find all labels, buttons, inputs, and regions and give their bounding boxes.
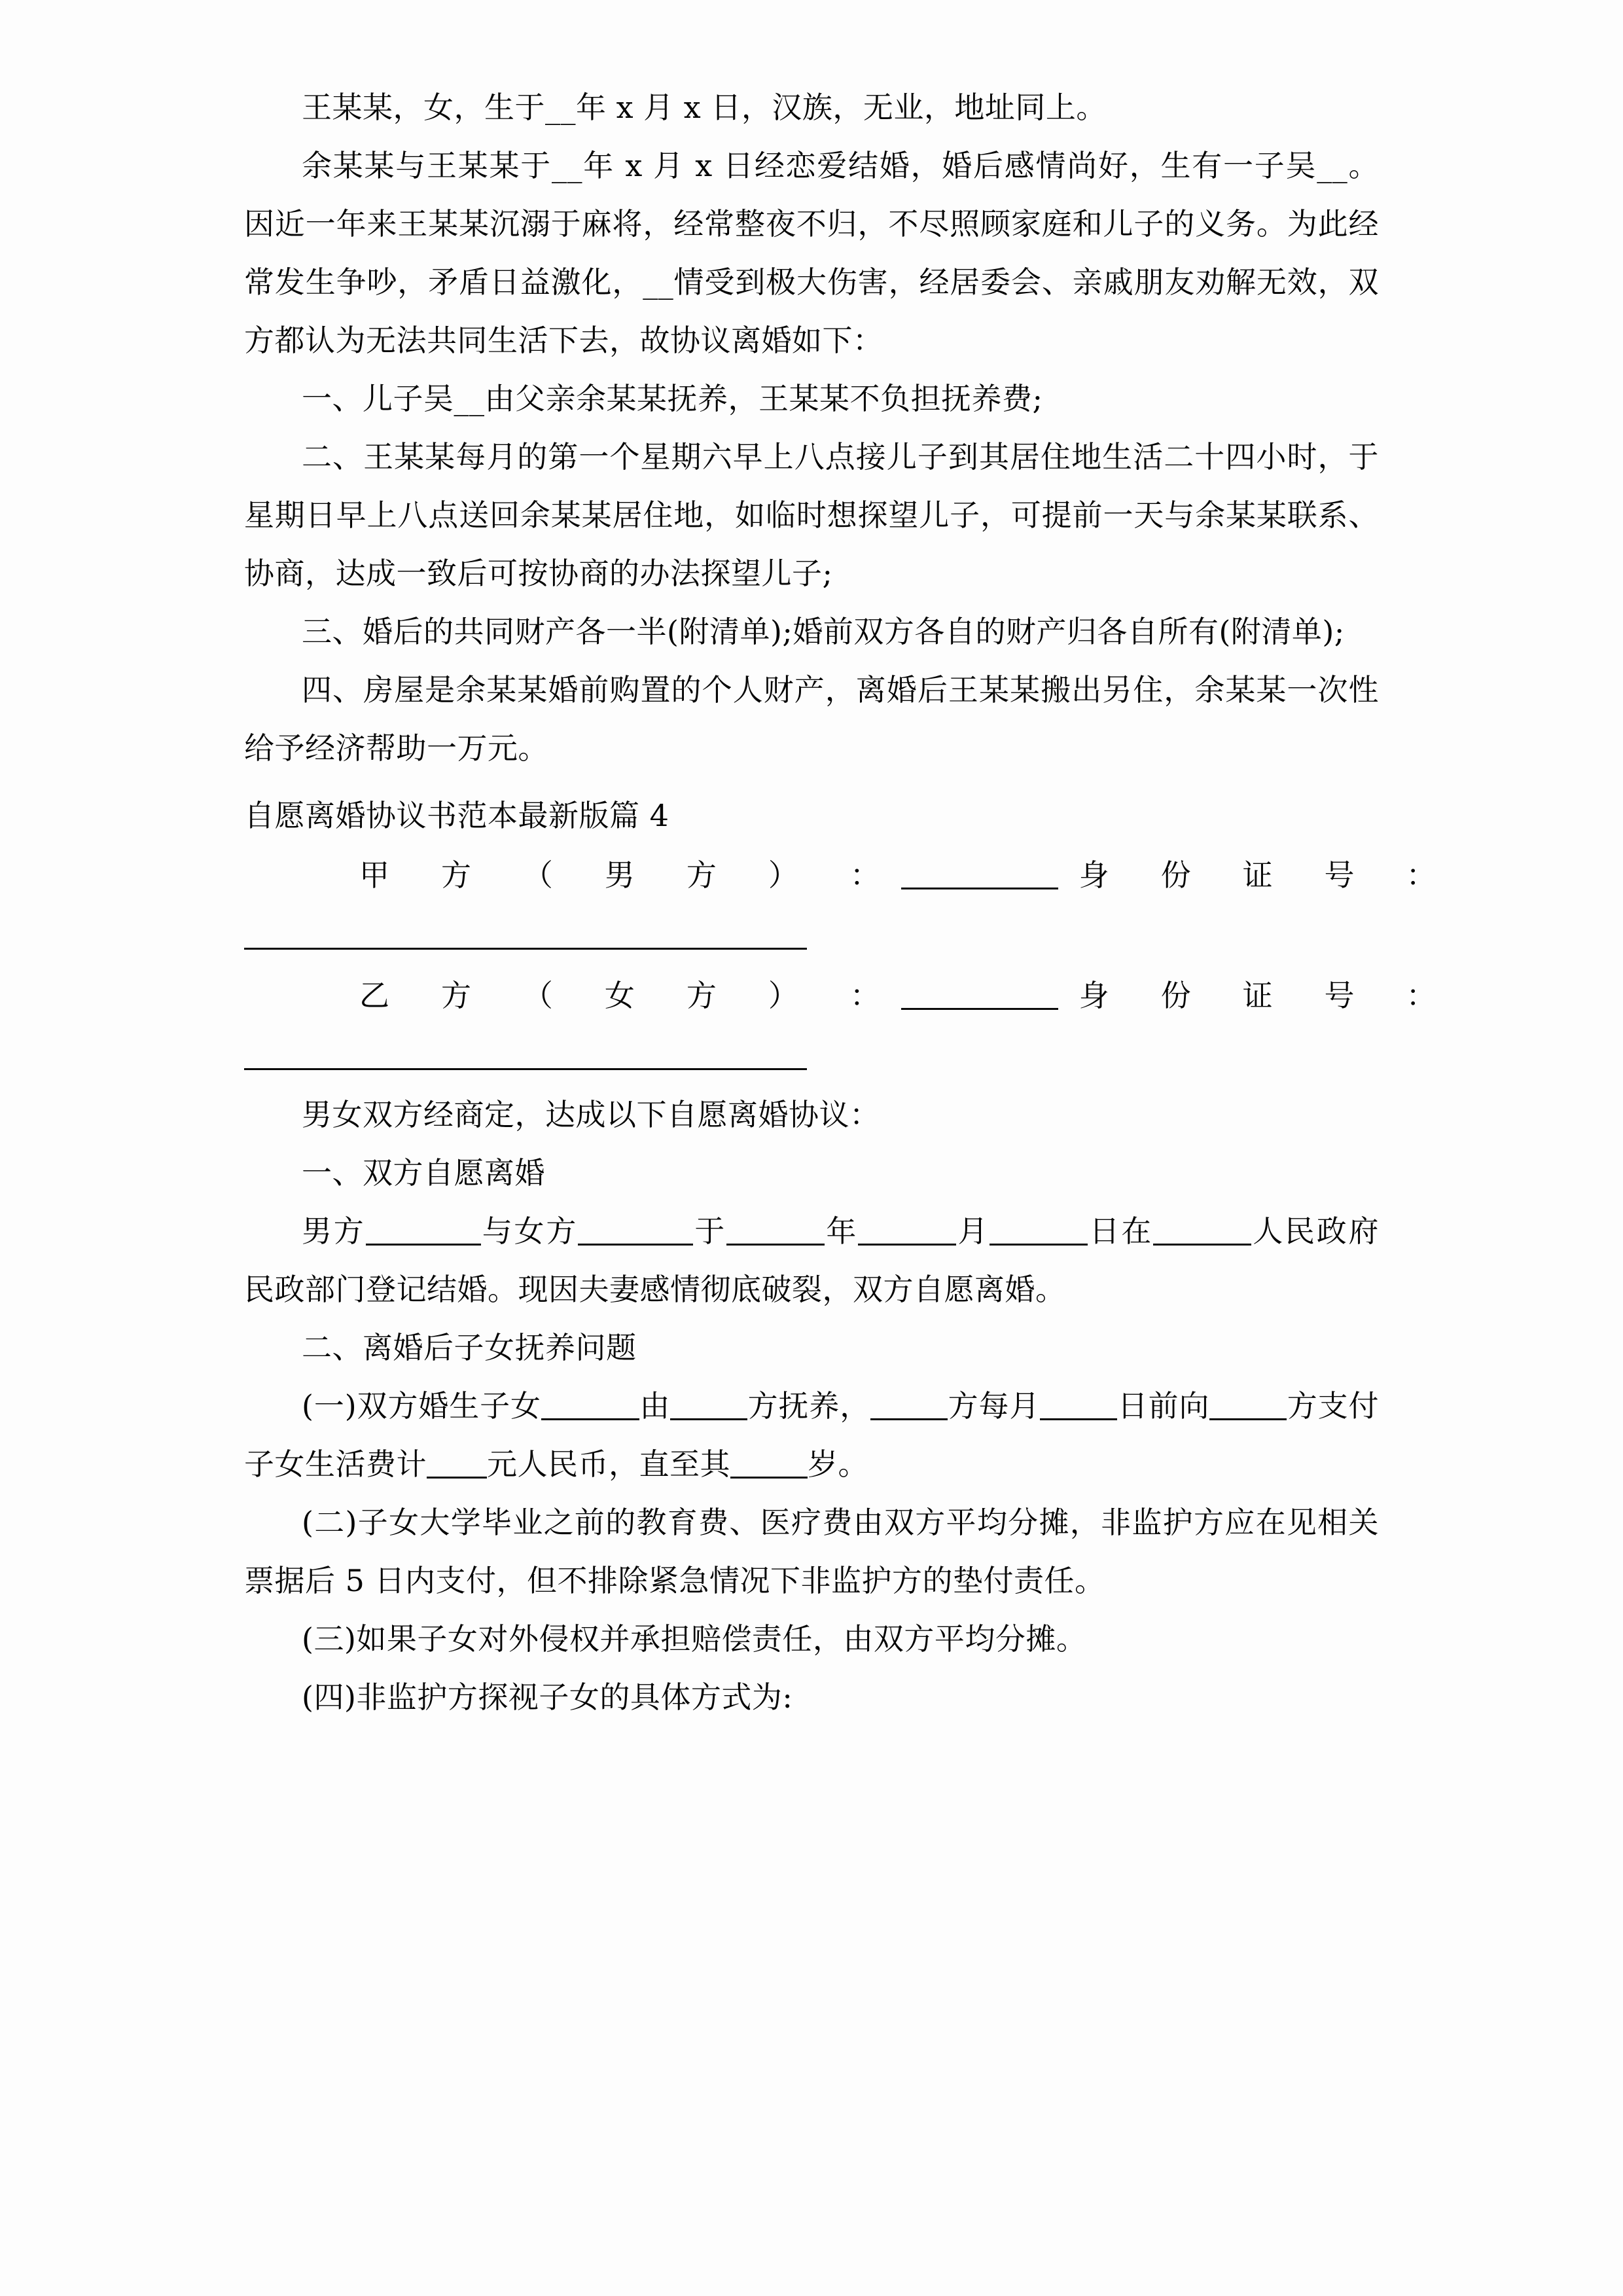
party-a-label: 甲 方 （ 男 方 ） ： xyxy=(359,857,901,893)
pay-day-blank[interactable] xyxy=(1040,1392,1117,1420)
custody-party-blank[interactable] xyxy=(670,1392,747,1420)
paragraph-clause-2-2: (二)子女大学毕业之前的教育费、医疗费由双方平均分摊，非监护方应在见相关票据后 5 日内支付，但不排除紧急情况下非监护方的垫付责任。 xyxy=(244,1505,1379,1598)
party-a-name-blank[interactable] xyxy=(901,860,1058,889)
section-title: 自愿离婚协议书范本最新版篇 4 xyxy=(244,798,669,833)
paragraph-clause-2-4: (四)非监护方探视子女的具体方式为: xyxy=(302,1679,793,1715)
label-husband: 男方 xyxy=(302,1213,366,1249)
label-children: (一)双方婚生子女 xyxy=(302,1388,541,1424)
label-rmb-until: 元人民币，直至其 xyxy=(487,1446,730,1482)
paragraph-item-1: 一、儿子吴__由父亲余某某抚养，王某某不负担抚养费; xyxy=(302,381,1043,416)
document-body xyxy=(244,79,1436,1727)
heading-clause-2: 二、离婚后子女抚养问题 xyxy=(302,1330,637,1365)
paragraph-marriage-registration xyxy=(244,1202,1379,1319)
party-a-row xyxy=(244,845,1436,905)
paying-party-blank[interactable] xyxy=(870,1392,948,1420)
party-b-row xyxy=(244,965,1436,1026)
party-b-id-blank[interactable] xyxy=(244,1068,807,1070)
paragraph-marriage-story: 余某某与王某某于__年 x 月 x 日经恋爱结婚，婚后感情尚好，生有一子吴__。因近一年来王某某沉溺于麻将，经常整夜不归，不尽照顾家庭和儿子的义务。为此经常发生争吵，矛盾日益激化，__情受到极大伤害，经居委会、亲戚朋友劝解无效，双方都认为无法共同生活下去，故协议离婚如下： xyxy=(244,148,1379,358)
party-a-id-label: 身 份 证 号 ： xyxy=(1058,857,1436,893)
marriage-tail-text: 人民政府民政部门登记结婚。现因夫妻感情彻底破裂，双方自愿离婚。 xyxy=(244,1213,1380,1307)
label-at: 于 xyxy=(693,1213,727,1249)
paragraph-item-3: 三、婚后的共同财产各一半(附清单);婚前双方各自的财产归各自所有(附清单); xyxy=(302,614,1345,649)
label-age: 岁。 xyxy=(808,1446,868,1482)
label-monthly: 方每月 xyxy=(948,1388,1041,1424)
label-by: 由 xyxy=(639,1388,671,1424)
label-before-to: 日前向 xyxy=(1117,1388,1210,1424)
label-raise: 方抚养， xyxy=(747,1388,871,1424)
label-day-at: 日在 xyxy=(1088,1213,1153,1249)
party-b-name-blank[interactable] xyxy=(901,980,1058,1010)
paragraph-child-support xyxy=(244,1377,1379,1494)
spacer xyxy=(244,778,1379,787)
month-blank[interactable] xyxy=(858,1217,956,1246)
wife-name-blank[interactable] xyxy=(578,1217,693,1246)
heading-clause-1: 一、双方自愿离婚 xyxy=(302,1155,545,1191)
party-b-id-label: 身 份 证 号 ： xyxy=(1058,978,1436,1013)
party-a-id-blank[interactable] xyxy=(244,948,807,950)
label-pay-total: 方支付子女生活费计 xyxy=(244,1388,1380,1482)
paragraph-clause-2-3: (三)如果子女对外侵权并承担赔偿责任，由双方平均分摊。 xyxy=(302,1621,1087,1657)
paragraph-item-4: 四、房屋是余某某婚前购置的个人财产，离婚后王某某搬出另住，余某某一次性给予经济帮助一万元。 xyxy=(244,672,1379,766)
label-month: 月 xyxy=(956,1213,990,1249)
label-wife: 与女方 xyxy=(480,1213,579,1249)
day-blank[interactable] xyxy=(990,1217,1088,1246)
age-blank[interactable] xyxy=(730,1450,808,1479)
amount-blank[interactable] xyxy=(427,1450,487,1479)
party-b-id-blank-row xyxy=(244,1026,1379,1086)
party-a-id-blank-row xyxy=(244,905,1379,965)
party-b-label: 乙 方 （ 女 方 ） ： xyxy=(359,978,901,1013)
paragraph-item-2: 二、王某某每月的第一个星期六早上八点接儿子到其居住地生活二十四小时，于星期日早上八点送回余某某居住地，如临时想探望儿子，可提前一天与余某某联系、协商，达成一致后可按协商的办法探望儿子; xyxy=(244,439,1379,591)
government-blank[interactable] xyxy=(1153,1217,1251,1246)
paragraph-wang-info: 王某某，女，生于__年 x 月 x 日，汉族，无业，地址同上。 xyxy=(302,90,1107,125)
children-name-blank[interactable] xyxy=(541,1392,639,1420)
husband-name-blank[interactable] xyxy=(366,1217,481,1246)
paragraph-intro: 男女双方经商定，达成以下自愿离婚协议： xyxy=(302,1097,880,1132)
label-year: 年 xyxy=(825,1213,859,1249)
receiving-party-blank[interactable] xyxy=(1209,1392,1287,1420)
year-blank[interactable] xyxy=(726,1217,825,1246)
